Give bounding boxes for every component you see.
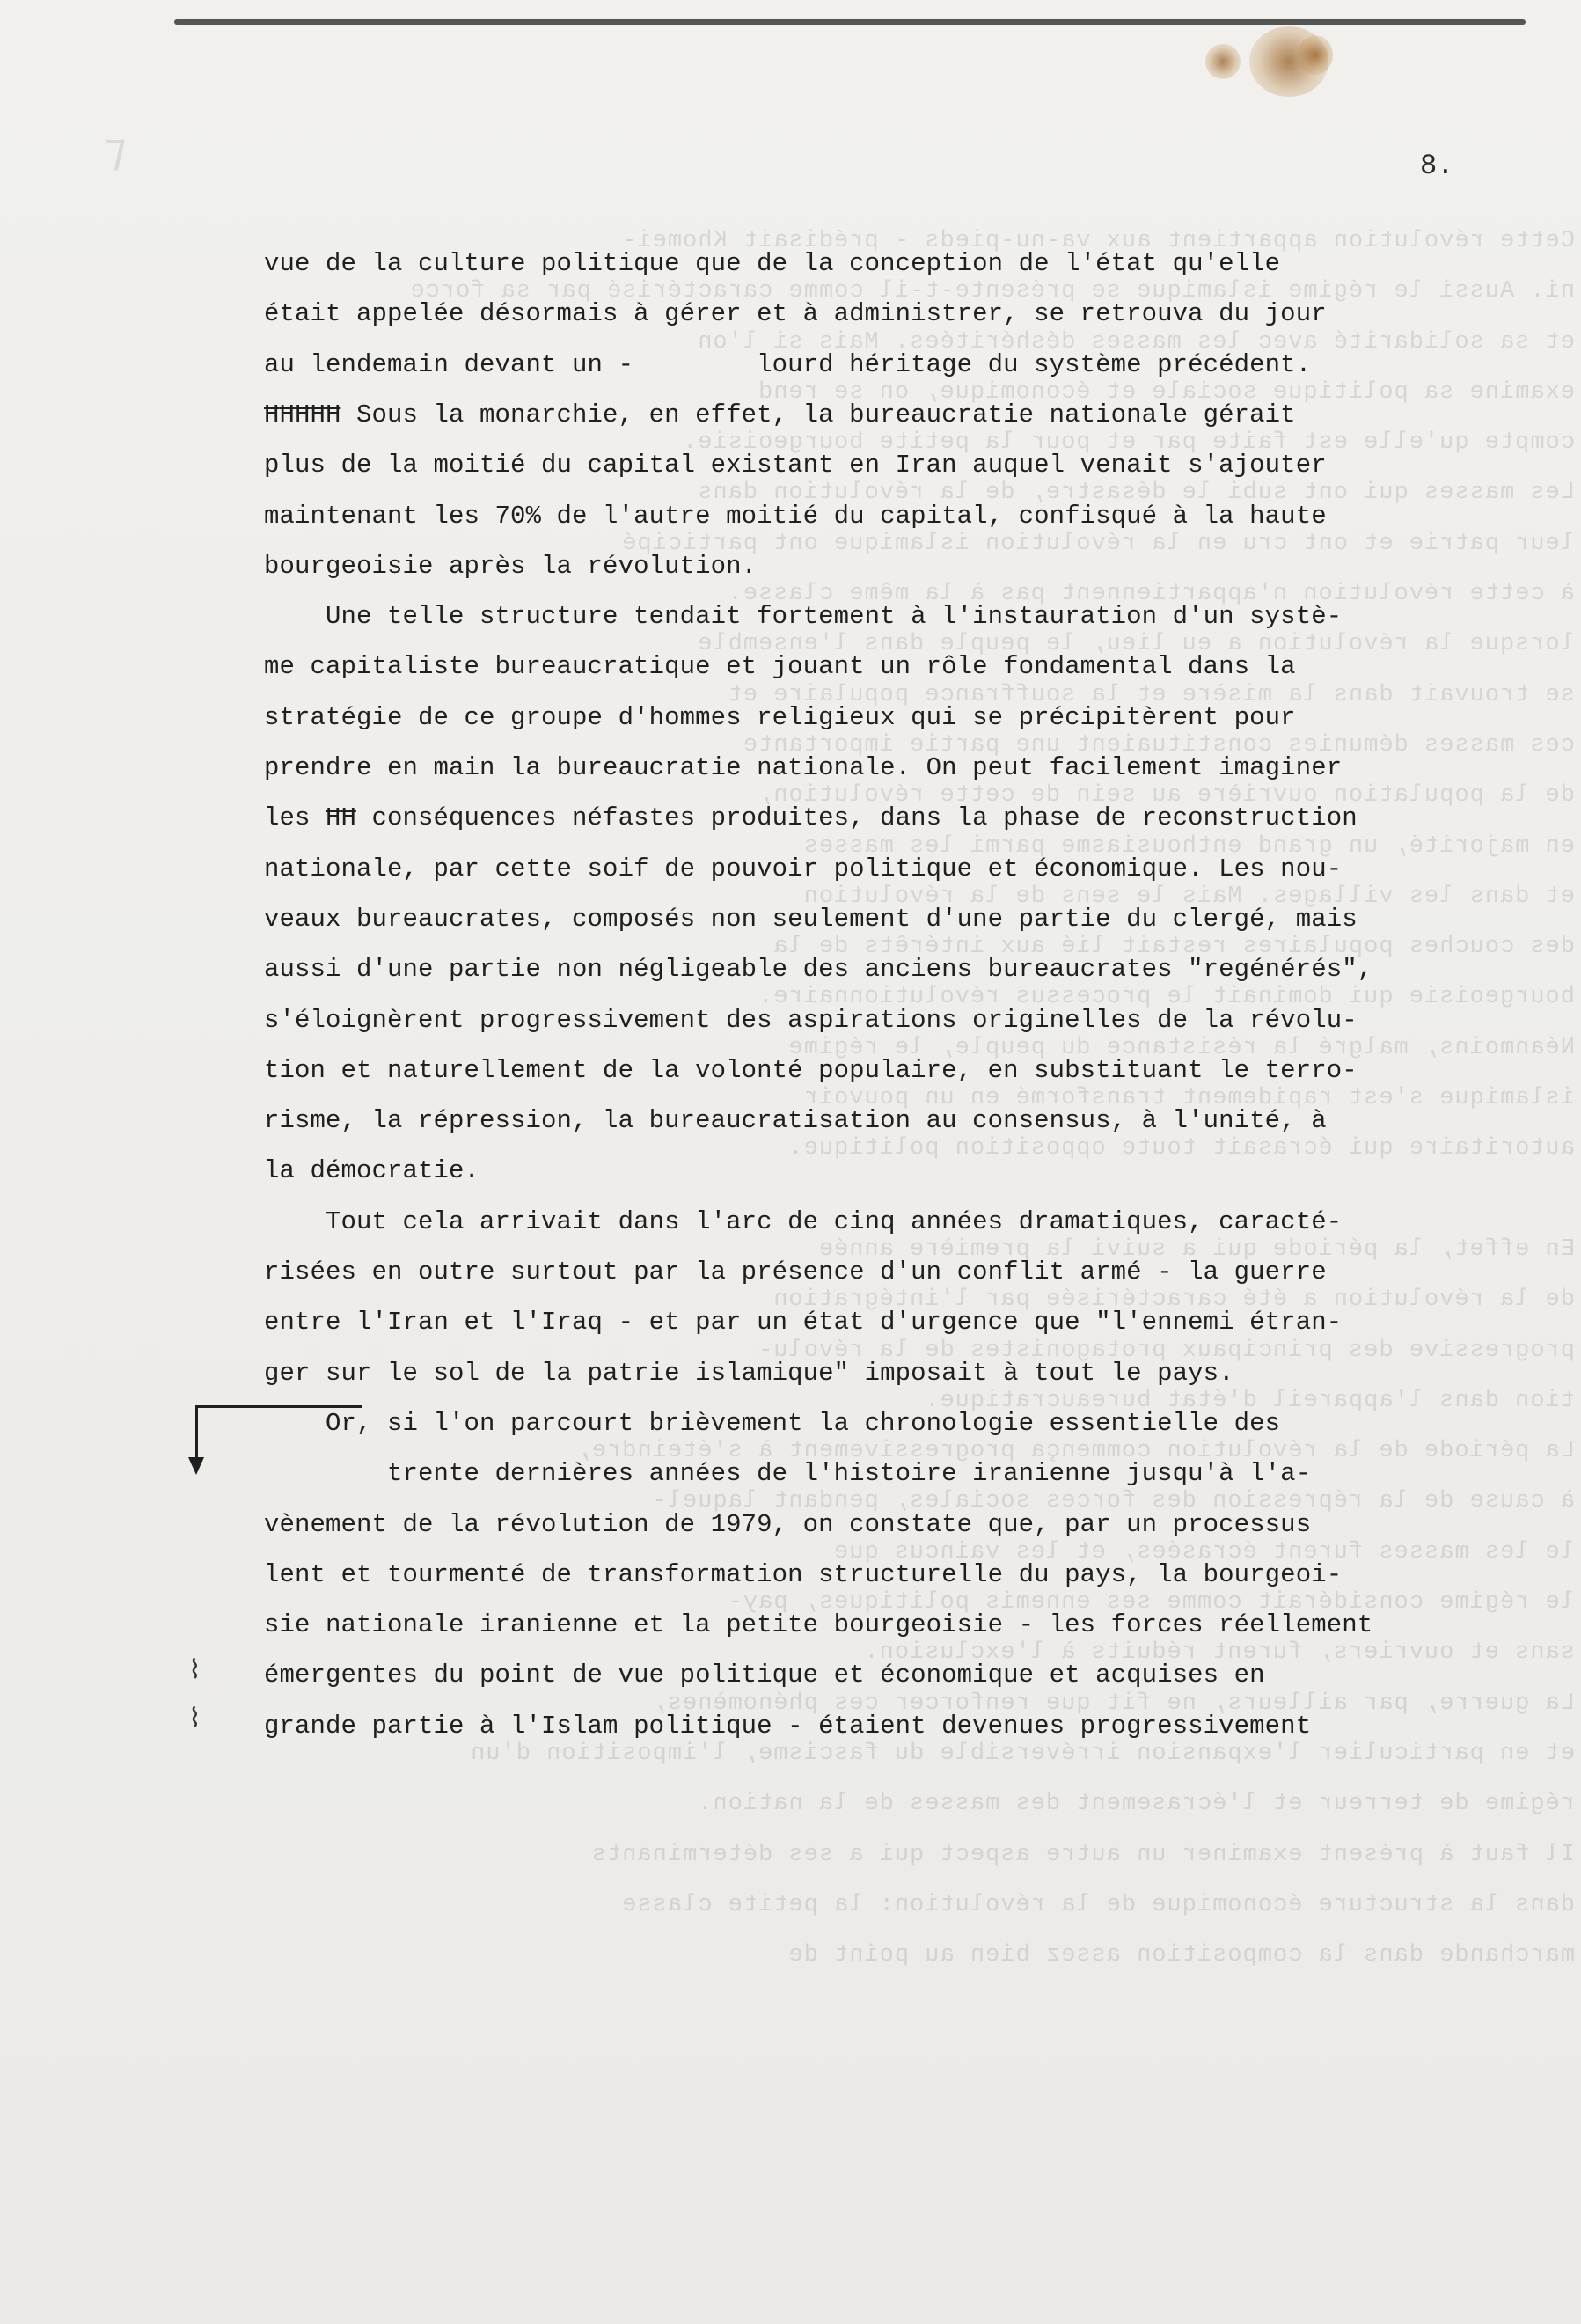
- text-line: trente dernières années de l'histoire iranienne jusqu'à l'a-: [264, 1459, 1312, 1489]
- text-line: sie nationale iranienne et la petite bourgeoisie - les forces réellement: [264, 1610, 1373, 1640]
- revision-arrow-head: [188, 1457, 204, 1475]
- text-line: aussi d'une partie non négligeable des anciens bureaucrates "regénérés",: [264, 955, 1373, 985]
- text-line: entre l'Iran et l'Iraq - et par un état d'urgence que "l'ennemi étran-: [264, 1308, 1343, 1338]
- rust-stain: [1205, 44, 1241, 79]
- text-line: s'éloignèrent progressivement des aspirations originelles de la révolu-: [264, 1005, 1358, 1035]
- text-line: Une telle structure tendait fortement à l'instauration d'un systè-: [264, 602, 1343, 632]
- text-line: bourgeoisie après la révolution.: [264, 551, 758, 581]
- text-line: grande partie à l'Islam politique - étaient devenues progressivement: [264, 1711, 1312, 1741]
- margin-mark: ⌇: [188, 1657, 201, 1687]
- text-line: vènement de la révolution de 1979, on constate que, par un processus: [264, 1509, 1312, 1539]
- text-line: maintenant les 70% de l'autre moitié du capital, confisqué à la haute: [264, 501, 1327, 531]
- text-line: nationale, par cette soif de pouvoir politique et économique. Les nou-: [264, 854, 1343, 883]
- text-line: risme, la répression, la bureaucratisation au consensus, à l'unité, à: [264, 1106, 1327, 1136]
- text-line: Tout cela arrivait dans l'arc de cinq années dramatiques, caracté-: [264, 1206, 1343, 1236]
- text-line: prendre en main la bureaucratie nationale. On peut facilement imaginer: [264, 753, 1343, 782]
- text-line: était appelée désormais à gérer et à administrer, se retrouva du jour: [264, 299, 1327, 329]
- text-line: ĦĦĦĦĦ Sous la monarchie, en effet, la bureaucratie nationale gérait: [264, 400, 1296, 429]
- text-line: la démocratie.: [264, 1156, 480, 1186]
- margin-mark: ⌇: [188, 1705, 201, 1735]
- revision-arrow-stem: [195, 1405, 198, 1462]
- top-edge-line: [174, 19, 1526, 25]
- text-line: vue de la culture politique que de la conception de l'état qu'elle: [264, 249, 1281, 278]
- text-line: les ĦĦ conséquences néfastes produites, dans la phase de reconstruction: [264, 803, 1358, 833]
- text-line: me capitaliste bureaucratique et jouant un rôle fondamental dans la: [264, 652, 1296, 682]
- text-line: au lendemain devant un - lourd héritage du système précédent.: [264, 349, 1312, 379]
- revision-arrow-line: [195, 1405, 362, 1408]
- bleed-through-mark: ⁊: [104, 127, 127, 179]
- page-number: 8.: [1420, 150, 1454, 182]
- text-line: tion et naturellement de la volonté populaire, en substituant le terro-: [264, 1055, 1358, 1085]
- text-line: lent et tourmenté de transformation structurelle du pays, la bourgeoi-: [264, 1559, 1343, 1589]
- text-line: émergentes du point de vue politique et économique et acquises en: [264, 1661, 1265, 1690]
- text-line: Or, si l'on parcourt brièvement la chronologie essentielle des: [264, 1408, 1281, 1438]
- text-line: plus de la moitié du capital existant en Iran auquel venait s'ajouter: [264, 451, 1327, 480]
- rust-stain: [1298, 35, 1333, 75]
- text-line: risées en outre surtout par la présence d'un conflit armé - la guerre: [264, 1257, 1327, 1287]
- text-line: stratégie de ce groupe d'hommes religieux qui se précipitèrent pour: [264, 702, 1296, 732]
- bleed-through-text: Cette révolution appartient aux va-nu-pieds - prédisait Khomei- ni. Aussi le régime islamique se présente-t-il comme caractérisé par sa force et sa solidarité avec les masses déshéritées. Mais si l'on examine sa politique sociale et économique, on se rend compte qu'elle est faite par et pour la petite bourgeoisie. Les masses qui ont subi le désastre, de la révolution dans leur patrie et ont cru en la révolution islamique ont participé à cette révolution n'appartiennent pas à la même classe. lorsque la révolution a eu lieu, le peuple dans l'ensemble se trouvait dans la misère et la souffrance populaire et ces masses démunies constituaient une partie importante de la population ouvrière au sein de cette révolution, en majorité, un grand enthousiasme parmi les masses et dans les villages. Mais le sens de la révolution des couches populaires restait lié aux intérêts de la bourgeoisie qui dominait le processus révolutionnaire. Néanmoins, malgré la résistance du peuple, le régime islamique s'est rapidement transformé en un pouvoir autoritaire qui écrasait toute opposition politique. En effet, la période qui a suivi la première année de la révolution a été caractérisée par l'intégration progressive des principaux protagonistes de la révolu- tion dans l'appareil d'état bureaucratique. La période de la révolution commença progressivement à s'éteindre, à cause de la répression des forces sociales, pendant laquel- le les masses furent écrasées, et les vaincus que le régime considérait comme ses ennemis politiques, pay- sans et ouvriers, furent réduits à l'exclusion. La guerre, par ailleurs, ne fit que renforcer ces phénomènes, et en particulier l'expansion irréversible du fascisme, l'imposition d'un régime de terreur et l'écrasement des masses de la nation. Il faut à présent examiner un autre aspect qui a ses déterminants dans la structure économique de la révolution: la petite classe marchande dans la composition assez bien au point de: [409, 228, 1575, 1969]
- text-line: ger sur le sol de la patrie islamique" imposait à tout le pays.: [264, 1358, 1234, 1388]
- text-line: veaux bureaucrates, composés non seulement d'une partie du clergé, mais: [264, 904, 1358, 934]
